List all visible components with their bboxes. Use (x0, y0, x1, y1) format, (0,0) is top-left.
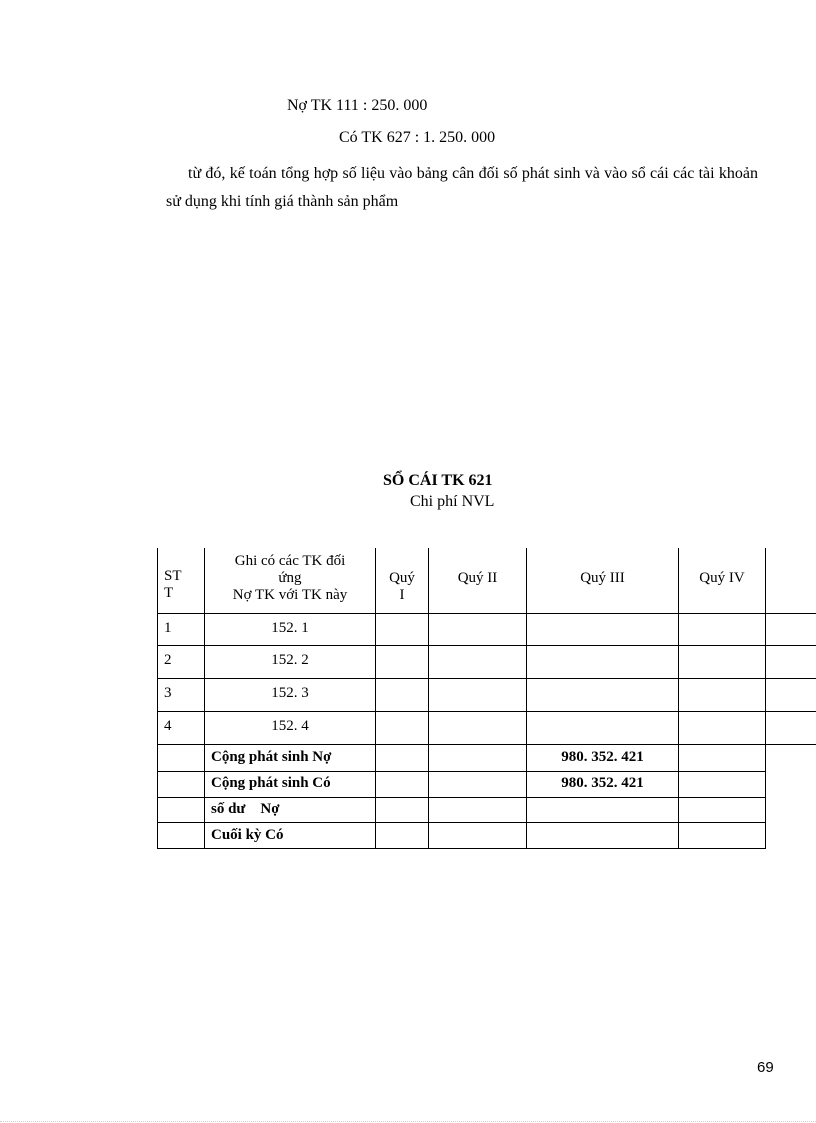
row-q3-total-credit: 980. 352. 421 (561, 775, 644, 791)
row-account: 152. 3 (271, 685, 309, 701)
page-number: 69 (757, 1059, 774, 1076)
table-border-bottom (157, 848, 766, 849)
row-account: 152. 1 (271, 620, 309, 636)
row-account: 152. 2 (271, 652, 309, 668)
credit-entry: Có TK 627 : 1. 250. 000 (339, 129, 496, 146)
header-q2: Quý II (457, 570, 498, 586)
header-account: Ghi có các TK đối ứng Nợ TK với TK này (232, 553, 348, 603)
table-border-right (765, 548, 766, 849)
table-rule (157, 771, 766, 772)
header-q1: Quý I (389, 570, 415, 603)
body-paragraph: từ đó, kế toán tổng hợp số liệu vào bảng cân đối số phát sinh và vào sổ cái các tài khoản sử dụng khi tính giá thành sản phẩm (166, 165, 758, 210)
row-account: 152. 4 (271, 718, 309, 734)
row-account-balance: số dư Nợ (211, 801, 280, 817)
header-q3: Quý III (580, 570, 625, 586)
row-stt: 3 (164, 685, 172, 701)
row-q3-total-debit: 980. 352. 421 (561, 749, 644, 765)
header-stt: ST T (164, 568, 182, 601)
table-rule (157, 744, 816, 745)
table-rule (157, 822, 766, 823)
table-rule (157, 797, 766, 798)
table-divider (678, 548, 679, 849)
table-rule (157, 645, 816, 646)
row-stt: 1 (164, 620, 172, 636)
row-stt: 2 (164, 652, 172, 668)
table-rule (157, 613, 816, 614)
ledger-title: SỔ CÁI TK 621 (383, 472, 493, 489)
row-stt: 4 (164, 718, 172, 734)
row-account-total-debit: Cộng phát sinh Nợ (211, 749, 332, 765)
ledger-subtitle: Chi phí NVL (410, 493, 495, 510)
table-rule (157, 678, 816, 679)
header-q4: Quý IV (699, 570, 745, 586)
row-account-closing: Cuối kỳ Có (211, 827, 284, 843)
table-divider (428, 548, 429, 849)
table-rule (157, 711, 816, 712)
table-divider (526, 548, 527, 849)
row-account-total-credit: Cộng phát sinh Có (211, 775, 331, 791)
debit-entry: Nợ TK 111 : 250. 000 (287, 97, 428, 114)
footer-rule (0, 1121, 816, 1122)
